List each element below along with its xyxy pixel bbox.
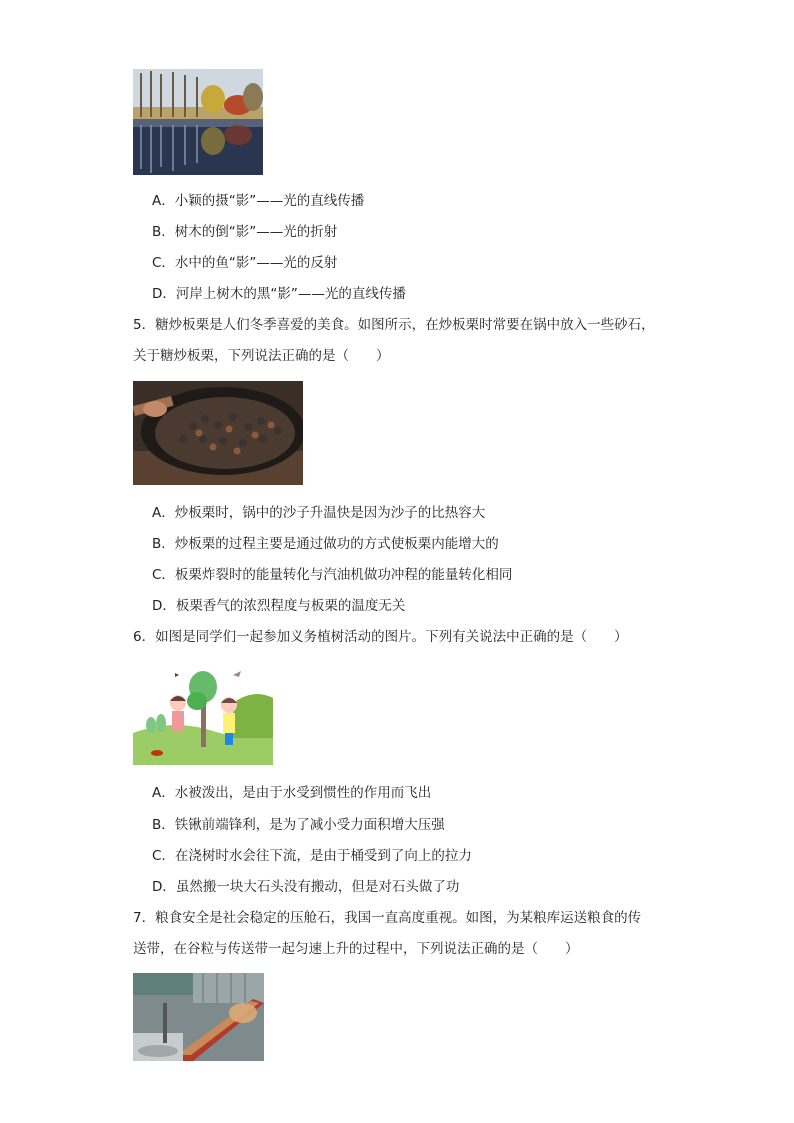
q5-option-a: A．炒板栗时，锅中的沙子升温快是因为沙子的比热容大: [152, 505, 486, 521]
q5-stem-line2: 关于糖炒板栗，下列说法正确的是（ ）: [133, 348, 390, 364]
q6-option-b: B．铁锹前端锋利，是为了减小受力面积增大压强: [152, 817, 445, 833]
q7-stem-line1: 7．粮食安全是社会稳定的压舱石，我国一直高度重视。如图，为某粮库运送粮食的传: [133, 910, 642, 926]
tree-planting-cartoon: [133, 663, 273, 765]
q5-option-d: D．板栗香气的浓烈程度与板栗的温度无关: [152, 598, 406, 614]
q6-stem-line1: 6．如图是同学们一起参加义务植树活动的图片。下列有关说法中正确的是（ ）: [133, 629, 628, 645]
q5-option-b: B．炒板栗的过程主要是通过做功的方式使板栗内能增大的: [152, 536, 499, 552]
q6-option-d: D．虽然搬一块大石头没有搬动，但是对石头做了功: [152, 879, 460, 895]
q6-option-c: C．在浇树时水会往下流，是由于桶受到了向上的拉力: [152, 848, 472, 864]
q4-option-c: C．水中的鱼“影”——光的反射: [152, 255, 338, 271]
q6-option-a: A．水被泼出，是由于水受到惯性的作用而飞出: [152, 785, 432, 801]
q7-stem-line2: 送带，在谷粒与传送带一起匀速上升的过程中，下列说法正确的是（ ）: [133, 941, 579, 957]
q4-option-b: B．树木的倒“影”——光的折射: [152, 224, 338, 240]
q4-option-a: A．小颖的摄“影”——光的直线传播: [152, 193, 365, 209]
q4-option-d: D．河岸上树木的黑“影”——光的直线传播: [152, 286, 406, 302]
q5-stem-line1: 5．糖炒板栗是人们冬季喜爱的美食。如图所示，在炒板栗时常要在锅中放入一些砂石，: [133, 317, 655, 333]
grain-conveyor-photo: [133, 973, 264, 1061]
chestnut-wok-photo: [133, 381, 303, 485]
q5-option-c: C．板栗炸裂时的能量转化与汽油机做功冲程的能量转化相同: [152, 567, 513, 583]
lake-trees-photo: [133, 69, 263, 175]
